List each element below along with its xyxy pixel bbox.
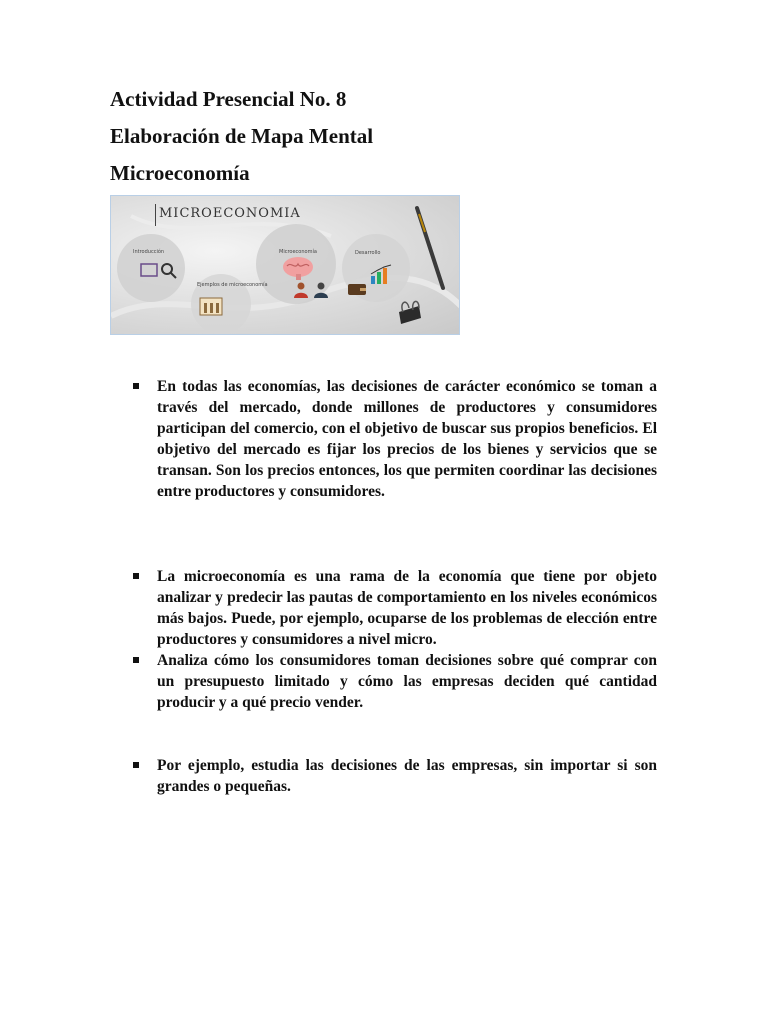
- bullet-list-3: [133, 755, 657, 797]
- activity-title: Actividad Presencial No. 8: [110, 87, 347, 111]
- list-item: [133, 566, 657, 650]
- list-item: [133, 650, 657, 713]
- mind-map-title: MICROECONOMIA: [159, 206, 301, 221]
- square-bullet-icon: [133, 573, 139, 579]
- list-item: [133, 755, 657, 797]
- square-bullet-icon: [133, 657, 139, 663]
- node-label-development: Desarrollo: [355, 250, 381, 256]
- topic-title: Microeconomía: [110, 161, 250, 185]
- pen-icon: [411, 204, 451, 294]
- square-bullet-icon: [133, 762, 139, 768]
- mind-map-image: [110, 195, 460, 335]
- list-item: [133, 376, 657, 502]
- paragraph-text: Analiza cómo los consumidores toman decisiones sobre qué comprar con un presupuesto limitado y cómo las empresas deciden qué cantidad producir y a qué precio vender.: [157, 652, 657, 711]
- brain-icon: [281, 256, 315, 280]
- magnifier-icon: [139, 260, 179, 280]
- title-divider: [155, 204, 156, 226]
- building-icon: [199, 294, 223, 316]
- node-label-center: Microeconomía: [279, 249, 317, 255]
- bar-chart-icon: [369, 264, 393, 284]
- square-bullet-icon: [133, 383, 139, 389]
- node-label-examples: Ejemplos de microeconomía: [197, 282, 268, 288]
- bullet-list-2: [133, 566, 657, 713]
- activity-subtitle: Elaboración de Mapa Mental: [110, 124, 374, 148]
- bullet-list-1: [133, 376, 657, 502]
- people-icon: [291, 282, 331, 298]
- paragraph-text: Por ejemplo, estudia las decisiones de las empresas, sin importar si son grandes o pequeñas.: [157, 757, 657, 795]
- binder-clip-icon: [393, 298, 425, 328]
- paragraph-text: La microeconomía es una rama de la economía que tiene por objeto analizar y predecir las pautas de comportamiento en los niveles económicos más bajos. Puede, por ejemplo, ocuparse de los problemas de elección entre productores y consumidores a nivel micro.: [157, 568, 657, 648]
- node-label-intro: Introducción: [133, 249, 165, 255]
- wallet-icon: [347, 282, 367, 296]
- paragraph-text: En todas las economías, las decisiones de carácter económico se toman a través del mercado, donde millones de productores y consumidores participan del comercio, con el objetivo de buscar sus propios beneficios. El objetivo del mercado es fijar los precios de los bienes y servicios que se transan. Son los precios entonces, los que permiten coordinar las decisiones entre productores y consumidores.: [157, 378, 657, 500]
